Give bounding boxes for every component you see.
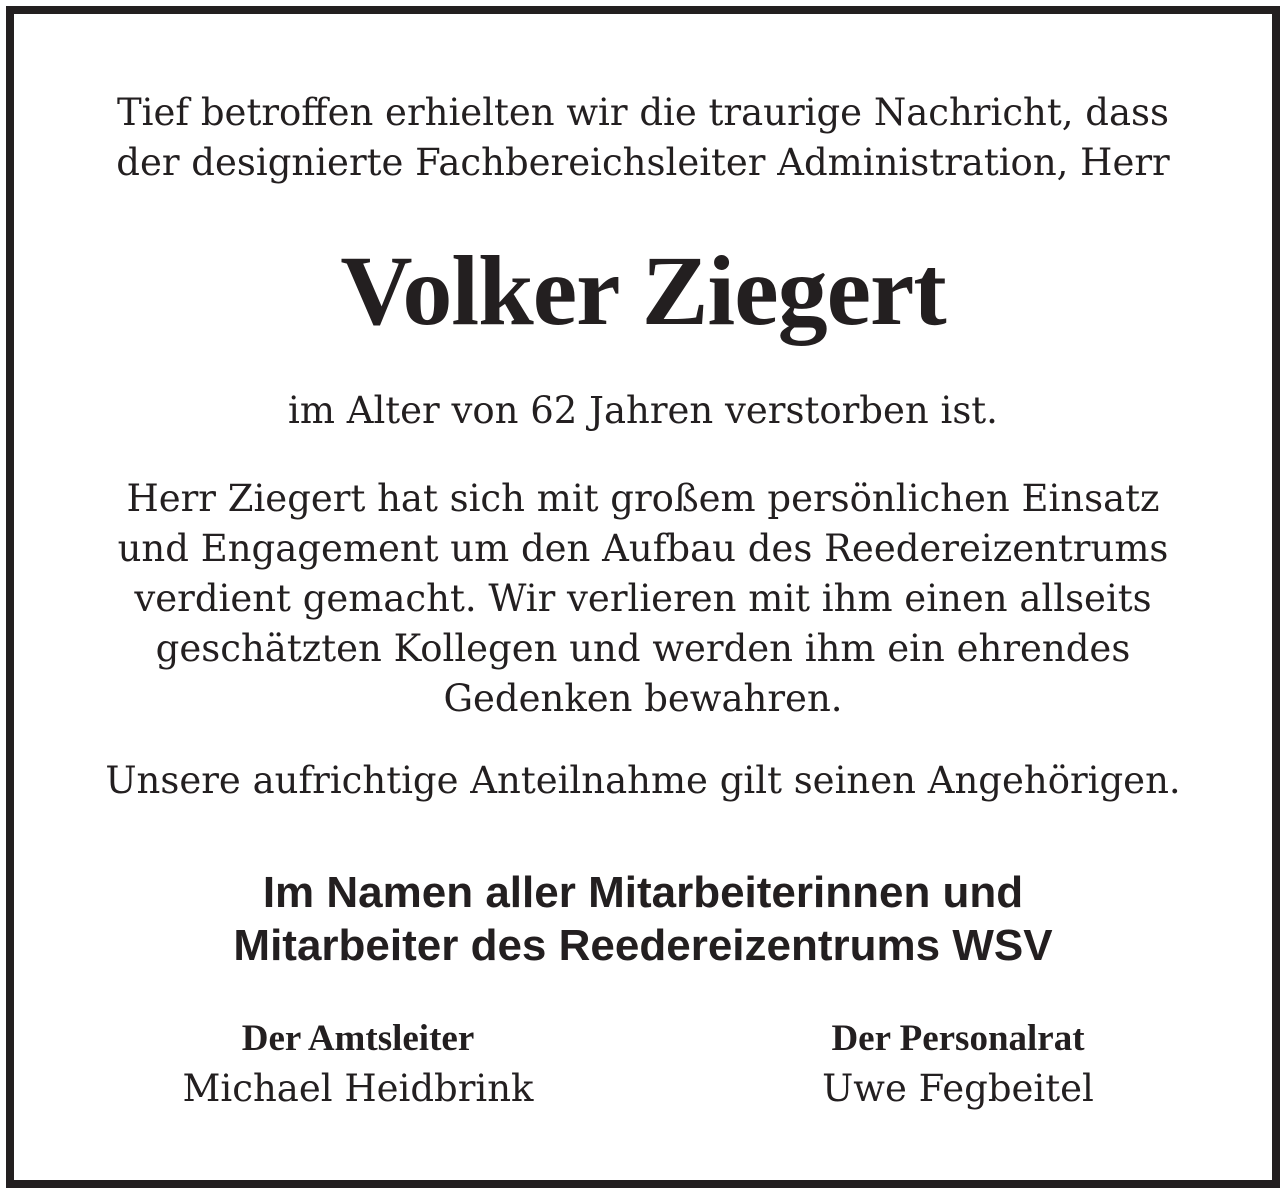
obituary-notice [6, 6, 1280, 1188]
on-behalf-heading: Im Namen aller Mitarbeiterinnen und Mitarbeiter des Reedereizentrums WSV [233, 868, 1053, 970]
condolence-text: Unsere aufrichtige Anteilnahme gilt seinen Angehörigen. [105, 759, 1181, 802]
tribute-text: Herr Ziegert hat sich mit großem persönlichen Einsatz und Engagement um den Aufbau des Reedereizentrums verdient gemacht. Wir verlieren mit ihm einen allseits geschätzten Kollegen und werden ihm ein ehrendes Gedenken bewahren. [117, 477, 1169, 720]
signatory-name: Michael Heidbrink [182, 1067, 534, 1110]
signatory-role: Der Amtsleiter [241, 1018, 475, 1059]
deceased-name: Volker Ziegert [340, 235, 946, 346]
signatory-name: Uwe Fegbeitel [822, 1067, 1094, 1110]
age-line: im Alter von 62 Jahren verstorben ist. [288, 389, 998, 432]
signatory-role: Der Personalrat [831, 1018, 1085, 1059]
signatory-amtsleiter [108, 1014, 608, 1114]
signatory-personalrat [708, 1014, 1208, 1114]
intro-text: Tief betroffen erhielten wir die traurige Nachricht, dass der designierte Fachbereichsleiter Administration, Herr [116, 91, 1170, 184]
